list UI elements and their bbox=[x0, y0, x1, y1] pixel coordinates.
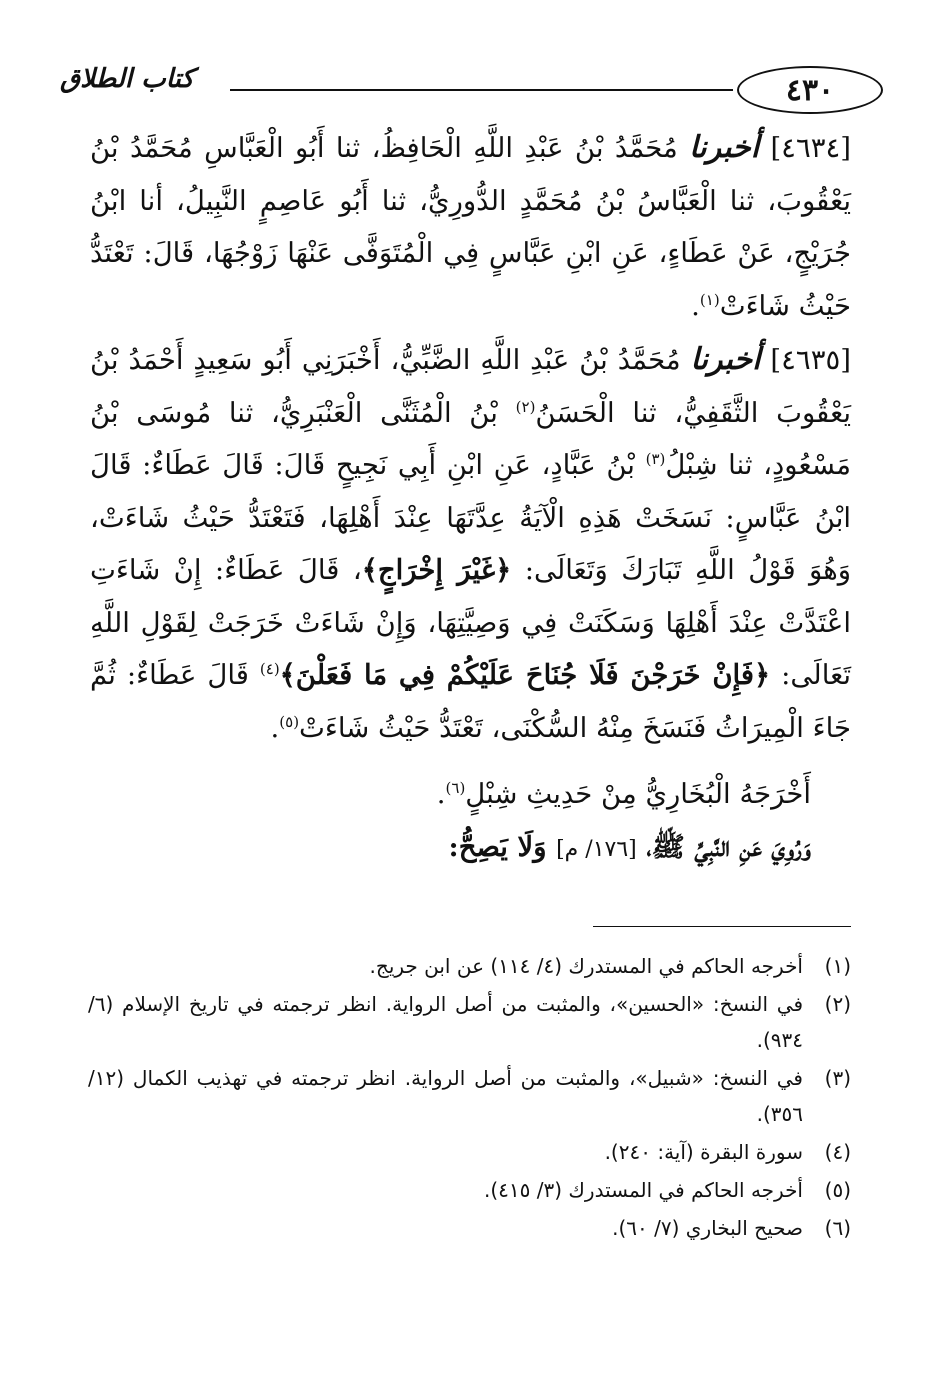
hadith-text: مُحَمَّدُ بْنُ عَبْدِ اللَّهِ الْحَافِظُ، ثنا أَبُو الْعَبَّاسِ مُحَمَّدُ بْنُ يَعْقُوبَ، ثنا الْعَبَّاسُ بْنُ مُحَمَّدٍ الدُّورِيُّ، ثنا أَبُو عَاصِمٍ النَّبِيلُ، أنا ابْنُ جُرَيْجٍ، عَنْ عَطَاءٍ، عَنِ ابْنِ عَبَّاسٍ فِي الْمُتَوَفَّى عَنْهَا زَوْجُهَا، قَالَ: تَعْتَدُّ حَيْثُ شَاءَتْ bbox=[90, 132, 851, 322]
akhbarana-word: أخبرنا bbox=[690, 342, 761, 377]
page-number: ٤٣٠ bbox=[737, 66, 883, 114]
hadith-text-part: بْنُ الْمُثَنَّى الْعَنْبَرِيُّ، ثنا مُوسَى بْنُ مَسْعُودٍ، ثنا شِبْلُ bbox=[90, 396, 851, 481]
footnote-ref-5[interactable]: (٥) bbox=[279, 712, 300, 731]
takhrij-line bbox=[90, 768, 811, 821]
footnote-text: سورة البقرة (آية: ٢٤٠). bbox=[604, 1140, 803, 1164]
footnote-text: أخرجه الحاكم في المستدرك (٤/ ١١٤) عن ابن جريج. bbox=[369, 954, 803, 978]
footnote-number: (٢) bbox=[824, 992, 851, 1016]
footnote-number: (٣) bbox=[824, 1066, 851, 1090]
full-stop: . bbox=[270, 711, 280, 744]
footnote-ref-6[interactable]: (٦) bbox=[445, 778, 466, 797]
footnotes bbox=[88, 948, 851, 1248]
footnote bbox=[88, 948, 851, 984]
hadith-text-part: مُحَمَّدُ بْنُ عَبْدِ اللَّهِ الضَّبِّيُّ، أَخْبَرَنِي أَبُو سَعِيدٍ أَحْمَدُ بْنُ يَعْقُوبَ الثَّقَفِيُّ، ثنا الْحَسَنُ bbox=[90, 344, 852, 429]
footnote-number: (١) bbox=[824, 954, 851, 978]
hadith-number: [٤٦٣٤] bbox=[770, 132, 851, 164]
akhbarana-word: أخبرنا bbox=[689, 130, 760, 165]
footnote-ref-4[interactable]: (٤) bbox=[259, 659, 280, 678]
footnote bbox=[88, 1134, 851, 1170]
hadith-text-part: بْنُ عَبَّادٍ، عَنِ ابْنِ أَبِي نَجِيحٍ قَالَ: قَالَ عَطَاءٌ: قَالَ ابْنُ عَبَّاسٍ: نَسَخَتْ هَذِهِ الْآيَةُ عِدَّتَهَا عِنْدَ أَهْلِهَا، فَتَعْتَدُّ حَيْثُ شَاءَتْ، وَهُوَ قَوْلُ اللَّهِ تَبَارَكَ وَتَعَالَى: bbox=[90, 449, 852, 586]
footnote-divider bbox=[593, 926, 851, 927]
footnote-number: (٤) bbox=[824, 1140, 851, 1164]
header-rule bbox=[230, 89, 733, 91]
footnote-number: (٥) bbox=[824, 1178, 851, 1202]
footnote bbox=[88, 1172, 851, 1208]
quran-verse: ﴿فَإِنْ خَرَجْنَ فَلَا جُنَاحَ عَلَيْكُمْ فِي مَا فَعَلْنَ﴾ bbox=[279, 659, 771, 691]
footnote-ref-1[interactable]: (١) bbox=[699, 290, 720, 309]
hadith-4634 bbox=[90, 122, 851, 332]
hadith-text-part: ، قَالَ عَطَاءٌ: إِنْ شَاءَتِ اعْتَدَّتْ عِنْدَ أَهْلِهَا وَسَكَنَتْ فِي وَصِيَّتِهَا، وَإِنْ شَاءَتْ خَرَجَتْ لِقَوْلِ اللَّهِ تَعَالَى: bbox=[90, 554, 851, 691]
footnote bbox=[88, 1060, 851, 1132]
footnote-text: أخرجه الحاكم في المستدرك (٣/ ٤١٥). bbox=[484, 1178, 803, 1202]
footnote-text: في النسخ: «الحسين»، والمثبت من أصل الرواية. انظر ترجمته في تاريخ الإسلام (٦/ ٩٣٤). bbox=[88, 992, 803, 1052]
takhrij-text: أَخْرَجَهُ الْبُخَارِيُّ مِنْ حَدِيثِ شِبْلٍ bbox=[465, 778, 811, 810]
footnote bbox=[88, 986, 851, 1058]
footnote-ref-3[interactable]: (٣) bbox=[645, 449, 666, 468]
footnote-text: في النسخ: «شبيل»، والمثبت من أصل الرواية. انظر ترجمته في تهذيب الكمال (١٢/ ٣٥٦). bbox=[88, 1066, 803, 1126]
page-header bbox=[60, 62, 883, 116]
running-title: كتاب الطلاق bbox=[60, 64, 194, 94]
note-line bbox=[90, 821, 811, 877]
hadith-4635 bbox=[90, 334, 851, 754]
hadith-text-part: قَالَ عَطَاءٌ: ثُمَّ جَاءَ الْمِيرَاثُ فَنَسَخَ مِنْهُ السُّكْنَى، تَعْتَدُّ حَيْثُ شَاءَتْ bbox=[90, 659, 851, 744]
footnote-text: صحيح البخاري (٧/ ٦٠). bbox=[612, 1216, 803, 1240]
manuscript-marker: [١٧٦/ م] bbox=[556, 836, 637, 862]
main-text bbox=[90, 122, 851, 876]
hadith-number: [٤٦٣٥] bbox=[770, 344, 851, 376]
note-text: وَرُوِيَ عَنِ النَّبِيِّ ﷺ، bbox=[646, 830, 811, 863]
full-stop: . bbox=[436, 778, 446, 810]
footnote bbox=[88, 1210, 851, 1246]
footnote-ref-2[interactable]: (٢) bbox=[515, 397, 536, 416]
note-text: وَلَا يَصِحُّ: bbox=[448, 830, 547, 863]
quran-verse: ﴿غَيْرَ إِخْرَاجٍ﴾ bbox=[361, 554, 512, 586]
footnote-number: (٦) bbox=[824, 1216, 851, 1240]
full-stop: . bbox=[691, 289, 700, 322]
